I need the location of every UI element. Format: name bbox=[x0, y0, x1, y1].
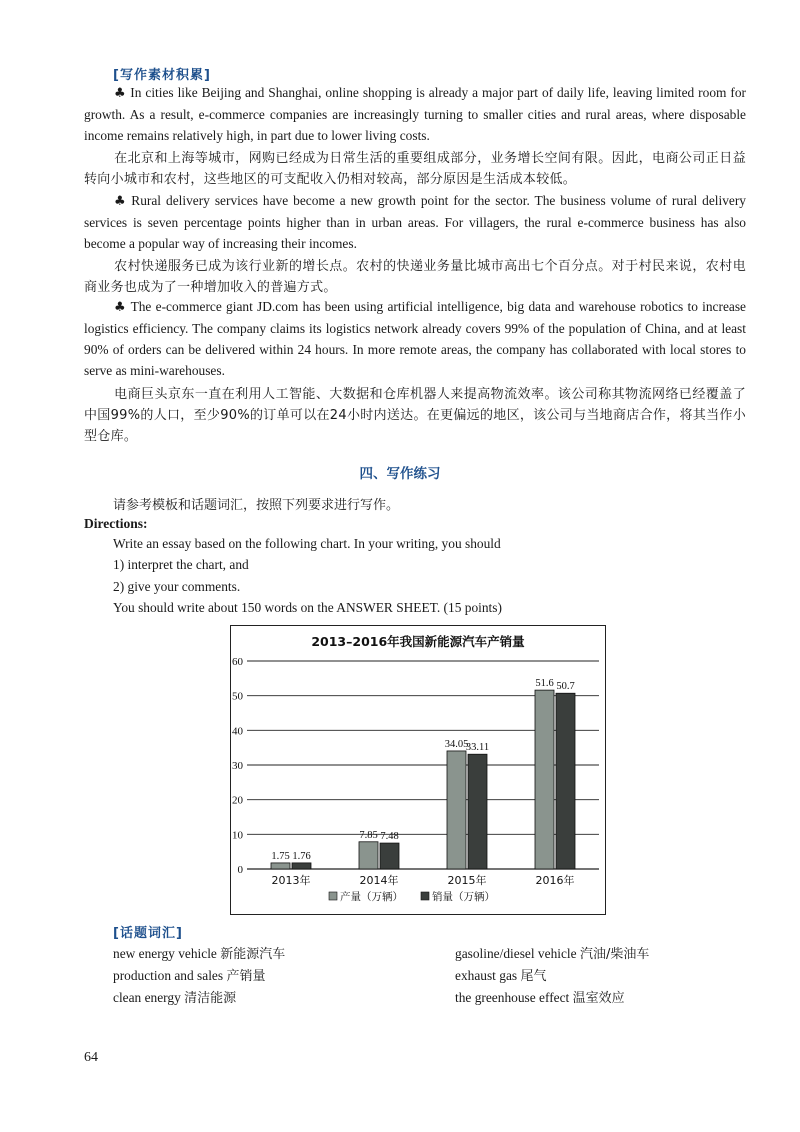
data-label: 1.76 bbox=[292, 850, 311, 862]
material-paragraph-3-zh: 电商巨头京东一直在利用人工智能、大数据和仓库机器人来提高物流效率。该公司称其物流网络已经覆盖了中国99%的人口，至少90%的订单可以在24小时内送达。在更偏远的地区，该公司与当地商店合作，将其当作小型仓库。 bbox=[84, 387, 746, 444]
production-bar bbox=[447, 751, 466, 869]
chart-canvas bbox=[231, 626, 605, 914]
x-tick-label: 2016年 bbox=[535, 874, 575, 887]
directions-label: Directions: bbox=[84, 516, 148, 531]
data-label: 34.05 bbox=[444, 738, 469, 750]
data-label: 50.7 bbox=[556, 681, 575, 693]
club-suit-icon: ♣ bbox=[114, 300, 127, 315]
material-section-tag: [写作素材积累] bbox=[113, 68, 211, 83]
practice-instruction: 请参考模板和话题词汇，按照下列要求进行写作。 bbox=[113, 498, 400, 513]
material-paragraph-1-en: ♣ In cities like Beijing and Shanghai, online shopping is already a major part of daily life, leaving limited room for growth. As a result, e-commerce companies are increasingly turning to smaller cities and rural areas, where disposable income remains relatively high, in part due to lower living costs. bbox=[84, 85, 747, 143]
legend-label: 销量（万辆） bbox=[432, 891, 495, 903]
production-sales-chart bbox=[230, 625, 606, 915]
x-tick-label: 2015年 bbox=[447, 874, 487, 887]
sales-bar bbox=[556, 693, 575, 869]
y-tick-label: 10 bbox=[232, 829, 243, 842]
vocab-item: the greenhouse effect 温室效应 bbox=[455, 990, 625, 1006]
practice-heading: 四、写作练习 bbox=[359, 466, 441, 482]
vocab-item: new energy vehicle 新能源汽车 bbox=[113, 946, 286, 962]
vocab-section-tag: [话题词汇] bbox=[113, 926, 183, 941]
vocab-item: clean energy 清洁能源 bbox=[113, 990, 237, 1006]
vocab-item: exhaust gas 尾气 bbox=[455, 968, 547, 984]
directions-line: You should write about 150 words on the ANSWER SHEET. (15 points) bbox=[113, 600, 502, 615]
legend-swatch-production bbox=[329, 892, 337, 900]
directions-line: Write an essay based on the following chart. In your writing, you should bbox=[113, 536, 501, 551]
y-tick-label: 50 bbox=[232, 690, 243, 703]
sales-bar bbox=[468, 754, 487, 869]
directions-line: 2) give your comments. bbox=[113, 579, 241, 594]
chart-title: 2013–2016年我国新能源汽车产销量 bbox=[311, 634, 525, 649]
y-tick-label: 30 bbox=[232, 760, 243, 772]
vocab-item: production and sales 产销量 bbox=[113, 968, 266, 984]
x-tick-label: 2014年 bbox=[359, 874, 399, 887]
page-number: 64 bbox=[84, 1050, 98, 1065]
data-label: 51.6 bbox=[535, 678, 554, 690]
directions-line: 1) interpret the chart, and bbox=[113, 557, 249, 572]
material-paragraph-2-zh: 农村快递服务已成为该行业新的增长点。农村的快递业务量比城市高出七个百分点。对于村民来说，农村电商业务也成为了一种增加收入的普遍方式。 bbox=[84, 259, 746, 295]
material-paragraph-1-zh: 在北京和上海等城市，网购已经成为日常生活的重要组成部分，业务增长空间有限。因此，电商公司正日益转向小城市和农村，这些地区的可支配收入仍相对较高，部分原因是生活成本较低。 bbox=[84, 151, 746, 187]
x-tick-label: 2013年 bbox=[271, 874, 311, 887]
y-tick-label: 0 bbox=[237, 864, 243, 876]
sales-bar bbox=[380, 843, 399, 869]
material-paragraph-2-en: ♣ Rural delivery services have become a new growth point for the sector. The business volume of rural delivery services is seven percentage points higher than in urban areas. For villagers, the rural e-commerce business has also become a popular way of increasing their incomes. bbox=[84, 193, 747, 251]
data-label: 33.11 bbox=[465, 742, 490, 754]
data-label: 7.48 bbox=[380, 831, 399, 843]
data-label: 7.85 bbox=[359, 829, 378, 841]
production-bar bbox=[359, 842, 378, 869]
data-label: 1.75 bbox=[271, 850, 290, 862]
legend-swatch-sales bbox=[421, 892, 429, 900]
legend-label: 产量（万辆） bbox=[340, 891, 403, 903]
y-tick-label: 40 bbox=[232, 725, 243, 738]
production-bar bbox=[535, 690, 554, 869]
vocab-item: gasoline/diesel vehicle 汽油/柴油车 bbox=[455, 946, 650, 962]
material-paragraph-3-en: ♣ The e-commerce giant JD.com has been using artificial intelligence, big data and warehouse robotics to increase logistics efficiency. The company claims its logistics network already covers 99% of the population of China, and at least 90% of orders can be delivered within 24 hours. In more remote areas, the company has collaborated with local stores to serve as mini-warehouses. bbox=[84, 299, 747, 378]
y-tick-label: 60 bbox=[232, 656, 243, 668]
y-tick-label: 20 bbox=[232, 794, 243, 807]
sales-bar bbox=[292, 863, 311, 869]
club-suit-icon: ♣ bbox=[114, 194, 128, 209]
club-suit-icon: ♣ bbox=[114, 86, 127, 101]
production-bar bbox=[271, 863, 290, 869]
